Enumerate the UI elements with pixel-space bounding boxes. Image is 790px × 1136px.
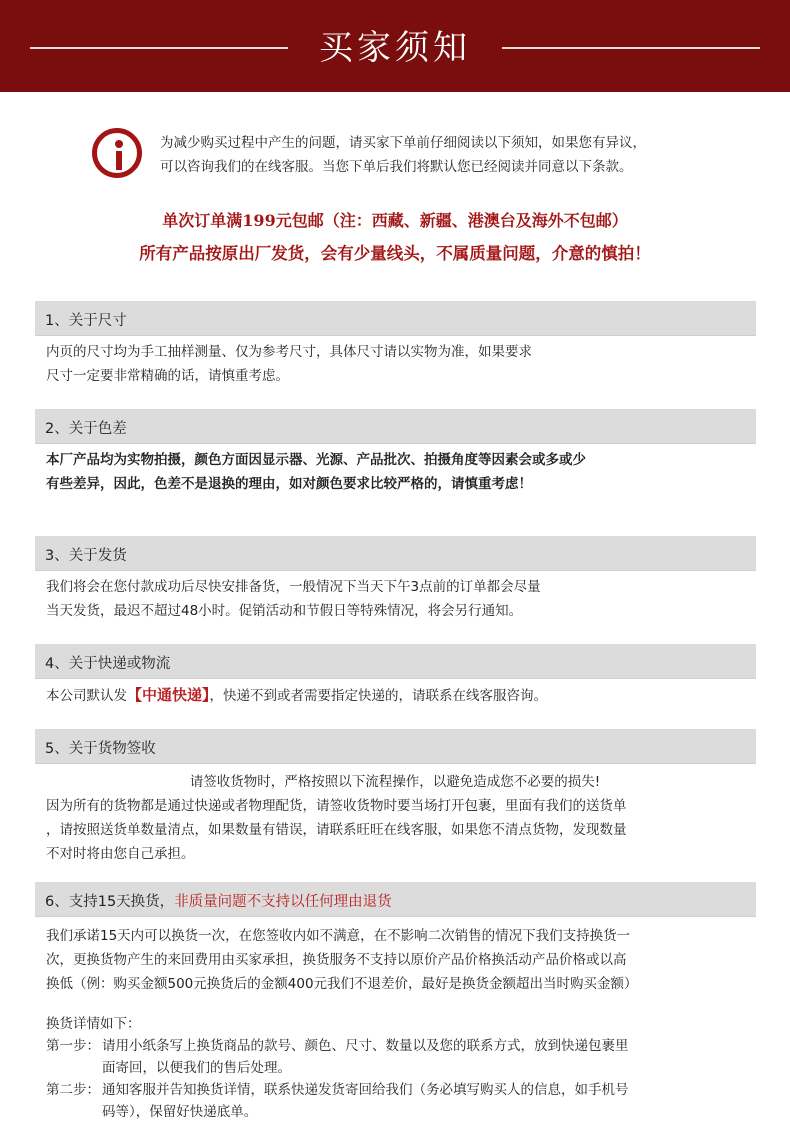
- section-5-line-1: 因为所有的货物都是通过快递或者物理配货，请签收货物时要当场打开包裹，里面有我们的送货单: [46, 798, 627, 814]
- section-6-line-2: 次，更换货物产生的来回费用由买家承担，换货服务不支持以原价产品价格换活动产品价格或以高: [46, 952, 627, 968]
- step-2-line-1: 通知客服并告知换货详情，联系快递发货寄回给我们（务必填写购买人的信息，如手机号: [102, 1082, 629, 1098]
- section-6-title-wrap: [45, 890, 392, 911]
- section-6-line-3: 换低（例：购买金额500元换货后的金额400元我们不退差价，最好是换货金额超出当时购买金额）: [46, 976, 638, 992]
- section-5-center-line: 请签收货物时，严格按照以下流程操作，以避免造成您不必要的损失!: [189, 774, 601, 790]
- section-1-title: 1、关于尺寸: [45, 313, 127, 329]
- header-divider-right: [502, 47, 760, 49]
- free-shipping-notice: 单次订单满199元包邮（注：西藏、新疆、港澳台及海外不包邮）: [162, 211, 628, 230]
- section-5-line-3: 不对时将由您自己承担。: [46, 846, 195, 862]
- section-2-header: [35, 409, 756, 444]
- section-4-prefix: 本公司默认发: [46, 688, 127, 704]
- section-5-title: 5、关于货物签收: [45, 741, 156, 757]
- exchange-detail-title: 换货详情如下：: [46, 1016, 141, 1032]
- section-6-header: [35, 882, 756, 917]
- section-3-header: [35, 536, 756, 571]
- step-2-line-2: 码等），保留好快递底单。: [102, 1104, 258, 1120]
- section-3-title: 3、关于发货: [45, 548, 127, 564]
- section-1-line-1: 内页的尺寸均为手工抽样测量、仅为参考尺寸，具体尺寸请以实物为准，如果要求: [46, 344, 532, 360]
- section-4-header: [35, 644, 756, 679]
- section-5-header: [35, 729, 756, 764]
- notice-line-1: 为减少购买过程中产生的问题，请买家下单前仔细阅读以下须知，如果您有异议，: [160, 135, 646, 151]
- notice-line-2: 可以咨询我们的在线客服。当您下单后我们将默认您已经阅读并同意以下条款。: [160, 159, 633, 175]
- section-4-title: 4、关于快递或物流: [45, 656, 171, 672]
- section-1-header: [35, 301, 756, 336]
- step-1-line-2: 面寄回，以便我们的售后处理。: [102, 1060, 291, 1076]
- step-1-label: 第一步：: [46, 1038, 100, 1054]
- express-company: 【中通快递】: [127, 686, 210, 704]
- step-2-label: 第二步：: [46, 1082, 100, 1098]
- page-title: 买家须知: [319, 28, 471, 68]
- header-divider-left: [30, 47, 288, 49]
- quality-notice: 所有产品按原出厂发货，会有少量线头，不属质量问题，介意的慎拍！: [139, 244, 651, 263]
- info-icon: [92, 128, 142, 178]
- section-3-line-1: 我们将会在您付款成功后尽快安排备货，一般情况下当天下午3点前的订单都会尽量: [46, 579, 541, 595]
- section-2-line-1: 本厂产品均为实物拍摄，颜色方面因显示器、光源、产品批次、拍摄角度等因素会或多或少: [46, 452, 586, 468]
- step-1-line-1: 请用小纸条写上换货商品的款号、颜色、尺寸、数量以及您的联系方式，放到快递包裹里: [102, 1038, 629, 1054]
- section-1-line-2: 尺寸一定要非常精确的话，请慎重考虑。: [46, 368, 289, 384]
- section-6-title: 6、支持15天换货，: [45, 894, 175, 910]
- section-2-line-2: 有些差异，因此，色差不是退换的理由，如对颜色要求比较严格的，请慎重考虑！: [46, 476, 532, 492]
- header-banner: [0, 0, 790, 92]
- section-3-line-2: 当天发货，最迟不超过48小时。促销活动和节假日等特殊情况，将会另行通知。: [46, 603, 523, 619]
- section-4-line: [46, 683, 547, 708]
- section-5-line-2: ，请按照送货单数量清点，如果数量有错误，请联系旺旺在线客服，如果您不清点货物，发现数量: [46, 822, 627, 838]
- section-6-alert: 非质量问题不支持以任何理由退货: [174, 894, 392, 910]
- section-4-suffix: ，快递不到或者需要指定快递的，请联系在线客服咨询。: [209, 688, 548, 704]
- section-2-title: 2、关于色差: [45, 421, 127, 437]
- section-6-line-1: 我们承诺15天内可以换货一次，在您签收内如不满意，在不影响二次销售的情况下我们支持换货一: [46, 928, 631, 944]
